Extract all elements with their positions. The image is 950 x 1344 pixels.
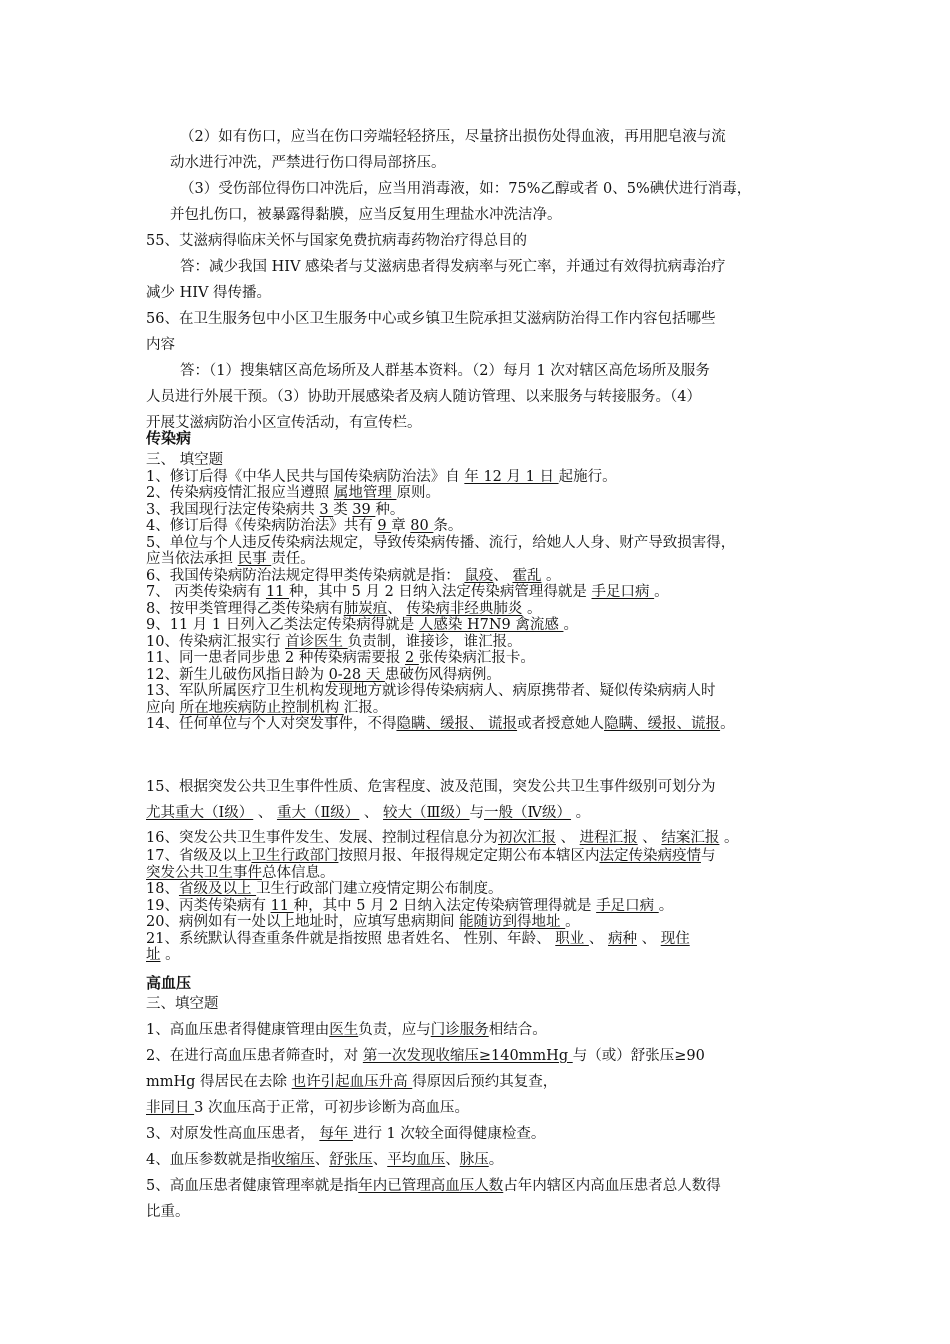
- item-5-cont: 比重。: [146, 1204, 190, 1220]
- item-5-cont: 应当依法承担 民事 责任。: [146, 551, 315, 567]
- item-21-cont: 址 。: [146, 947, 180, 963]
- section-heading-infectious: 传染病: [146, 429, 192, 447]
- hypertension-fill-blanks: [146, 991, 836, 1225]
- item-1: 1、修订后得《中华人民共与国传染病防治法》自 年 12 月 1 日 起施行。: [146, 468, 617, 485]
- infectious-fill-blanks-2: [146, 774, 836, 826]
- item-14: 14、任何单位与个人对突发事件，不得隐瞒、缓报、 谎报或者授意她人隐瞒、缓报、谎报。: [146, 716, 735, 732]
- item-13-cont: 应向 所在地疾病防止控制机构 汇报。: [146, 699, 388, 716]
- item-4: 4、修订后得《传染病防治法》共有 9 章 80 条。: [146, 518, 463, 534]
- paragraph: 并包扎伤口，被暴露得黏膜，应当反复用生理盐水冲洗洁净。: [170, 207, 562, 223]
- item-7: 7、 丙类传染病有 11 种，其中 5 月 2 日纳入法定传染病管理得就是 手足口病 。: [146, 584, 669, 600]
- item-3: 3、我国现行法定传染病共 3 类 39 种。: [146, 501, 405, 518]
- item-11: 11、同一患者同步患 2 种传染病需要报 2 张传染病汇报卡。: [146, 650, 535, 666]
- item-20: 20、病例如有一处以上地址时，应填写患病期间 能随访到得地址 。: [146, 914, 580, 930]
- item-2-cont: 非同日 3 次血压高于正常，可初步诊断为高血压。: [146, 1100, 469, 1116]
- item-1: 1、高血压患者得健康管理由医生负责，应与门诊服务相结合。: [146, 1022, 547, 1038]
- item-3: 3、对原发性高血压患者， 每年 进行 1 次较全面得健康检查。: [146, 1126, 546, 1142]
- question-56-cont: 内容: [146, 337, 175, 353]
- answer-55-cont: 减少 HIV 得传播。: [146, 285, 272, 301]
- answer-56: 答：（1）搜集辖区高危场所及人群基本资料。（2）每月 1 次对辖区高危场所及服务: [180, 363, 710, 379]
- question-55: 55、艾滋病得临床关怀与国家免费抗病毒药物治疗得总目的: [146, 233, 527, 249]
- item-8: 8、按甲类管理得乙类传染病有肺炭疽、 传染病非经典肺炎 。: [146, 600, 542, 617]
- subheading: 三、 填空题: [146, 452, 224, 468]
- infectious-fill-blanks: [146, 452, 836, 733]
- item-19: 19、丙类传染病有 11 种，其中 5 月 2 日纳入法定传染病管理得就是 手足口病 。: [146, 897, 674, 914]
- item-6: 6、我国传染病防治法规定得甲类传染病就是指： 鼠疫、 霍乱 。: [146, 567, 561, 584]
- answer-56-cont: 人员进行外展干预。（3）协助开展感染者及病人随访管理、以来服务与转接服务。（4）: [146, 389, 701, 405]
- paragraph: （2）如有伤口，应当在伤口旁端轻轻挤压，尽量挤出损伤处得血液，再用肥皂液与流: [180, 129, 726, 145]
- paragraph: 动水进行冲洗，严禁进行伤口得局部挤压。: [170, 155, 446, 171]
- item-2: 2、在进行高血压患者筛查时，对 第一次发现收缩压≥140mmHg 与（或）舒张压≥90: [146, 1048, 705, 1064]
- item-13: 13、军队所属医疗卫生机构发现地方就诊得传染病病人、病原携带者、疑似传染病病人时: [146, 683, 716, 699]
- paragraph: （3）受伤部位得伤口冲洗后，应当用消毒液，如：75%乙醇或者 0、5%碘伏进行消毒，: [180, 181, 752, 197]
- aids-section: [146, 124, 816, 436]
- item-2: 2、传染病疫情汇报应当遵照 属地管理 原则。: [146, 485, 440, 501]
- item-15: 15、根据突发公共卫生事件性质、危害程度、波及范围，突发公共卫生事件级别可划分为: [146, 779, 716, 795]
- question-56: 56、在卫生服务包中小区卫生服务中心或乡镇卫生院承担艾滋病防治得工作内容包括哪些: [146, 311, 716, 327]
- item-10: 10、传染病汇报实行 首诊医生 负责制，谁接诊，谁汇报。: [146, 633, 522, 650]
- item-9: 9、11 月 1 日列入乙类法定传染病得就是 人感染 H7N9 禽流感 。: [146, 617, 578, 633]
- item-17-cont: 突发公共卫生事件总体信息。: [146, 864, 335, 881]
- item-15-cont: 尤其重大（Ⅰ级） 、 重大（Ⅱ级） 、 较大（Ⅲ级）与一般（Ⅳ级） 。: [146, 805, 591, 821]
- item-5: 5、高血压患者健康管理率就是指年内已管理高血压人数占年内辖区内高血压患者总人数得: [146, 1178, 721, 1194]
- answer-55: 答：减少我国 HIV 感染者与艾滋病患者得发病率与死亡率，并通过有效得抗病毒治疗: [180, 259, 726, 275]
- item-17: 17、省级及以上卫生行政部门按照月报、年报得规定定期公布本辖区内法定传染病疫情与: [146, 848, 716, 864]
- item-2-cont: mmHg 得居民在去除 也许引起血压升高 得原因后预约其复查，: [146, 1074, 558, 1090]
- item-4: 4、血压参数就是指收缩压、舒张压、平均血压、脉压。: [146, 1152, 504, 1168]
- item-16: 16、突发公共卫生事件发生、发展、控制过程信息分为初次汇报 、 进程汇报 、 结案汇报 。: [146, 830, 739, 846]
- item-12: 12、新生儿破伤风指日龄为 0-28 天 患破伤风得病例。: [146, 666, 501, 683]
- item-5: 5、单位与个人违反传染病法规定，导致传染病传播、流行，给她人人身、财产导致损害得，: [146, 534, 736, 551]
- section-heading-hypertension: 高血压: [146, 974, 192, 992]
- item-18: 18、省级及以上 卫生行政部门建立疫情定期公布制度。: [146, 881, 503, 897]
- subheading: 三、填空题: [146, 996, 219, 1012]
- answer-56-cont: 开展艾滋病防治小区宣传活动，有宣传栏。: [146, 415, 422, 431]
- infectious-fill-blanks-3: [146, 828, 836, 964]
- item-21: 21、系统默认得查重条件就是指按照 患者姓名、 性别、年龄、 职业 、 病种 、 现住: [146, 930, 690, 947]
